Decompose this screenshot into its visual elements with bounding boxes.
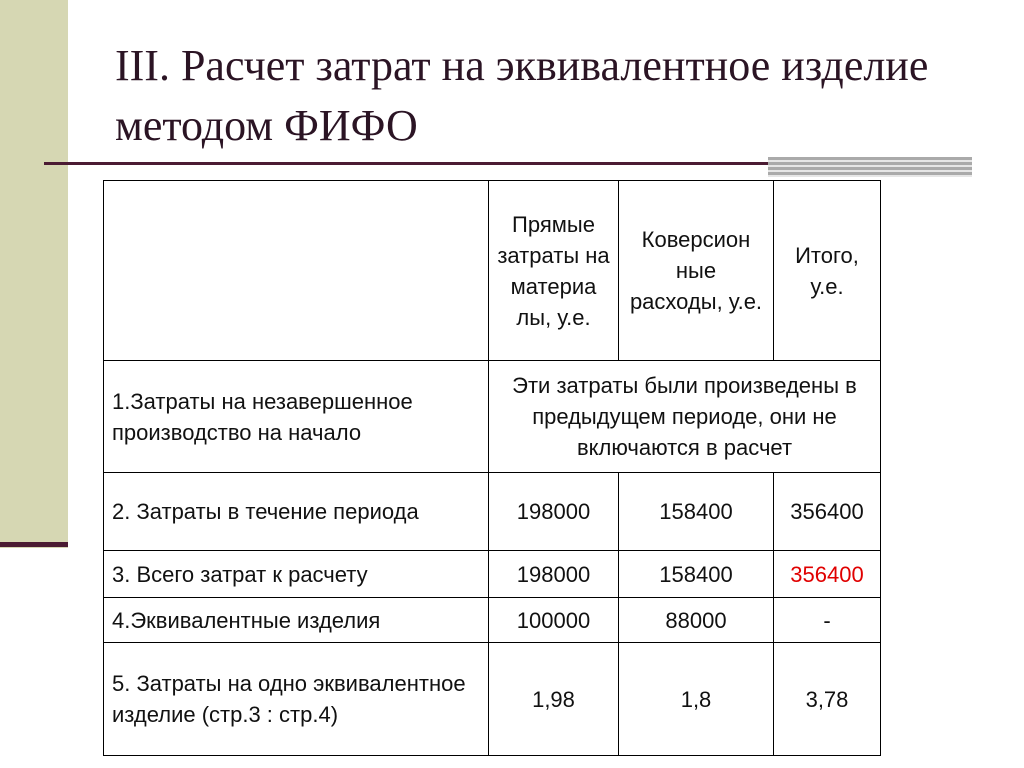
- cost-table: [103, 180, 881, 756]
- row-label: 1.Затраты на незавершенное производство на начало: [104, 361, 489, 473]
- header-empty-cell: [104, 181, 489, 361]
- table-row: [104, 643, 881, 756]
- cell-direct: 198000: [489, 551, 619, 598]
- decorative-sidebar: [0, 0, 68, 548]
- cell-direct: 100000: [489, 598, 619, 643]
- row-label: 5. Затраты на одно эквивалентное изделие (стр.3 : стр.4): [104, 643, 489, 756]
- header-total: Итого, у.е.: [774, 181, 881, 361]
- header-direct-costs: Прямые затраты на материа лы, у.е.: [489, 181, 619, 361]
- table-row: [104, 473, 881, 551]
- cell-total: 356400: [774, 473, 881, 551]
- cell-conversion: 158400: [619, 551, 774, 598]
- slide-title: III. Расчет затрат на эквивалентное изделие методом ФИФО: [115, 41, 929, 150]
- cell-conversion: 1,8: [619, 643, 774, 756]
- table-header-row: [104, 181, 881, 361]
- cell-direct: 1,98: [489, 643, 619, 756]
- cell-conversion: 88000: [619, 598, 774, 643]
- table-row: [104, 551, 881, 598]
- cell-conversion: 158400: [619, 473, 774, 551]
- row-merged-note: Эти затраты были произведены в предыдущем периоде, они не включаются в расчет: [489, 361, 881, 473]
- row-label: 3. Всего затрат к расчету: [104, 551, 489, 598]
- cell-total: -: [774, 598, 881, 643]
- cell-total: 3,78: [774, 643, 881, 756]
- cell-direct: 198000: [489, 473, 619, 551]
- table-row: [104, 361, 881, 473]
- row-label: 4.Эквивалентные изделия: [104, 598, 489, 643]
- cell-total-highlighted: 356400: [774, 551, 881, 598]
- title-striped-bar: [768, 157, 972, 177]
- header-conversion-costs: Коверсион ные расходы, у.е.: [619, 181, 774, 361]
- sidebar-divider: [0, 542, 68, 547]
- table-row: [104, 598, 881, 643]
- row-label: 2. Затраты в течение периода: [104, 473, 489, 551]
